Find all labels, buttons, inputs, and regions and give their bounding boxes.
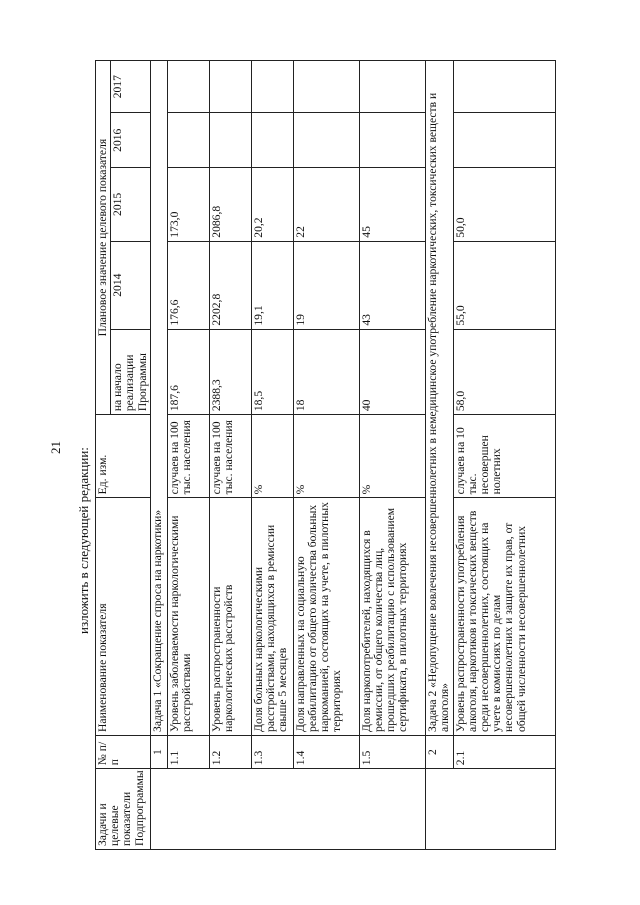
row-num: 1.4: [293, 735, 359, 768]
table-row: [293, 61, 359, 850]
header-year-2016: 2016: [111, 113, 151, 168]
row-name: Доля наркопотребителей, находящихся в ремиссии, от общего количества лиц, прошедших реабилитацию с использованием сертификата, в пилотных территориях: [359, 498, 425, 736]
row-num: 1.5: [359, 735, 425, 768]
rotated-table-container: [95, 60, 610, 850]
page-number: 21: [48, 441, 63, 454]
row-name: Уровень заболеваемости наркологическими расстройствами: [167, 498, 209, 736]
row-2014: 19: [293, 241, 359, 329]
table-row: [359, 61, 425, 850]
task2-row: [425, 61, 453, 850]
row-start: 40: [359, 329, 425, 415]
row-num: 1.3: [251, 735, 293, 768]
table-row: [251, 61, 293, 850]
header-year-2014: 2014: [111, 241, 151, 329]
header-plan-cell: Плановое значение целевого показателя: [96, 61, 111, 415]
row-2015: 20,2: [251, 168, 293, 242]
header-name-cell: Наименование показателя: [96, 498, 151, 736]
task2-num: 2: [425, 735, 453, 768]
row-name: Уровень распространенности наркологических расстройств: [209, 498, 251, 736]
row-2015: 2086,8: [209, 168, 251, 242]
row-unit: случаев на 100 тыс. населения: [209, 415, 251, 498]
row-2014: 43: [359, 241, 425, 329]
row-unit: %: [359, 415, 425, 498]
row-start: 2388,3: [209, 329, 251, 415]
row-2016: [167, 113, 209, 168]
row-2017: [359, 61, 425, 113]
task1-num: 1: [150, 735, 167, 768]
header-unit-cell: Ед. изм.: [96, 415, 151, 498]
task-column-block-2: [425, 769, 555, 850]
row-2017: [167, 61, 209, 113]
row-name: Доля больных наркологическими расстройствами, находящихся в ремиссии свыше 5 месяцев: [251, 498, 293, 736]
row-2014: 2202,8: [209, 241, 251, 329]
row-2017: [453, 61, 555, 113]
header-start-cell: на начало реализации Программы: [111, 329, 151, 415]
row-2015: 22: [293, 168, 359, 242]
row-start: 18: [293, 329, 359, 415]
row-2016: [209, 113, 251, 168]
row-2017: [251, 61, 293, 113]
table-row: [453, 61, 555, 850]
row-2016: [359, 113, 425, 168]
task2-title: Задача 2 «Недопущение вовлечения несовершеннолетних в немедицинское употребление наркотических, токсических веществ и алкоголя»: [425, 61, 453, 736]
header-year-2017: 2017: [111, 61, 151, 113]
row-2017: [209, 61, 251, 113]
row-start: 187,6: [167, 329, 209, 415]
row-2015: 45: [359, 168, 425, 242]
indicators-table: [95, 60, 556, 850]
row-name: Уровень распространенности употребления алкоголя, наркотиков и токсических веществ среди несовершеннолетних, состоящих на учете в комиссиях по делам несовершеннолетних и защите их прав, от общей численности несовершеннолетних: [453, 498, 555, 736]
table-row: [209, 61, 251, 850]
row-2016: [293, 113, 359, 168]
task1-row: [150, 61, 167, 850]
row-num: 1.1: [167, 735, 209, 768]
task-column-block-1: [150, 769, 425, 850]
row-2014: 176,6: [167, 241, 209, 329]
row-unit: %: [251, 415, 293, 498]
row-2014: 55,0: [453, 241, 555, 329]
row-2015: 173,0: [167, 168, 209, 242]
header-year-2015: 2015: [111, 168, 151, 242]
row-2017: [293, 61, 359, 113]
table-row: [167, 61, 209, 850]
row-start: 58,0: [453, 329, 555, 415]
intro-text: изложить в следующей редакции:: [76, 447, 91, 634]
header-num-cell: № п/п: [96, 735, 151, 768]
row-2016: [251, 113, 293, 168]
row-num: 1.2: [209, 735, 251, 768]
row-start: 18,5: [251, 329, 293, 415]
row-unit: %: [293, 415, 359, 498]
task1-title: Задача 1 «Сокращение спроса на наркотики»: [150, 61, 167, 736]
row-unit: случаев на 100 тыс. населения: [167, 415, 209, 498]
row-2014: 19,1: [251, 241, 293, 329]
header-row-1: [96, 61, 111, 850]
row-num: 2.1: [453, 735, 555, 768]
header-task-cell: Задачи и целевые показатели Подпрограммы: [96, 769, 151, 850]
row-2016: [453, 113, 555, 168]
row-unit: случаев на 10 тыс. несовершен нолетних: [453, 415, 555, 498]
row-2015: 50,0: [453, 168, 555, 242]
row-name: Доля направленных на социальную реабилитацию от общего количества больных наркоманией, состоящих на учете, в пилотных территориях: [293, 498, 359, 736]
